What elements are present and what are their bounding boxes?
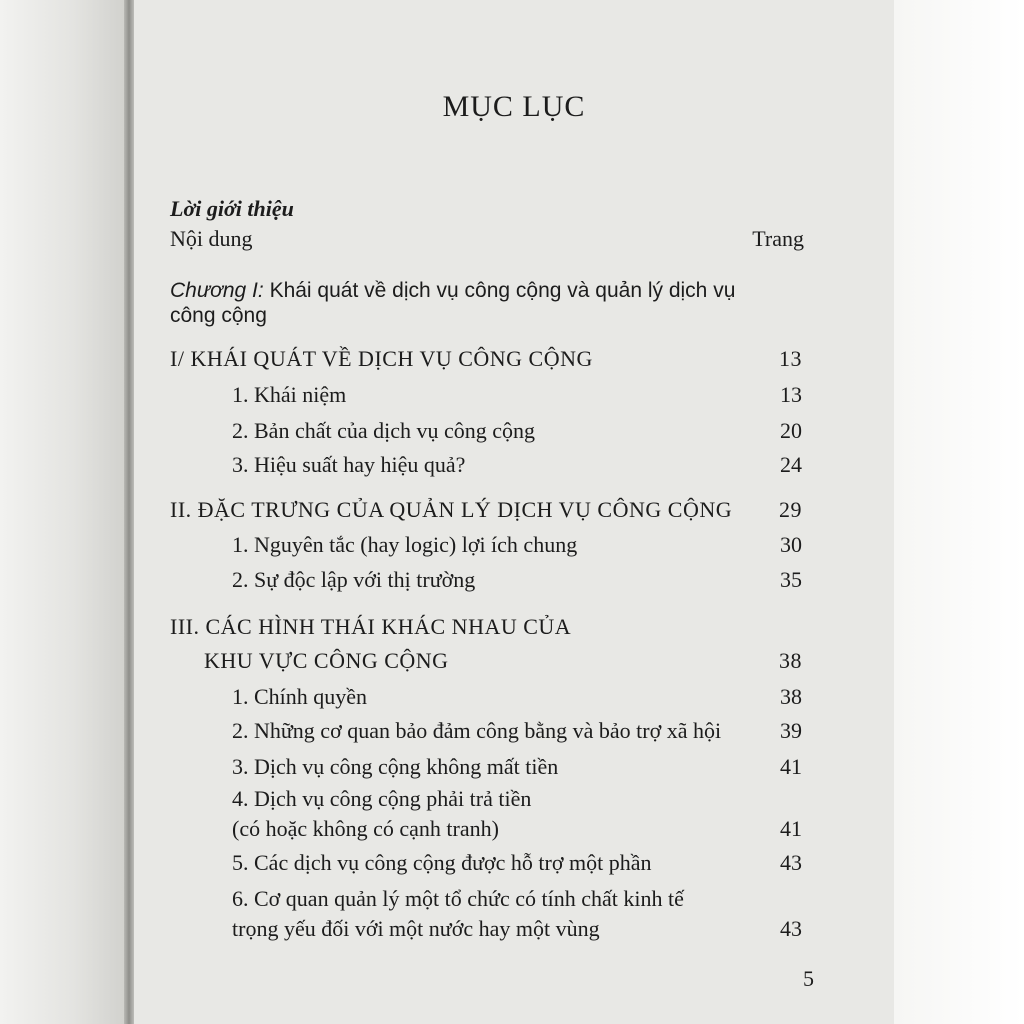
page-number: 29: [779, 497, 802, 522]
page-folio: 5: [803, 966, 814, 991]
book-gutter: [124, 0, 134, 1024]
background-right: [894, 0, 1024, 1024]
contents-label: Nội dung: [170, 226, 253, 251]
page-title: MỤC LỤC: [442, 90, 586, 123]
toc-page: MỤC LỤC Lời giới thiệu Nội dung Trang Chương I: Khái quát về dịch vụ công cộng và quản lý dịch vụ công cộng I/ KHÁI QUÁT VỀ DỊCH VỤ CÔNG CỘNG 13 1. Khái niệm 13 2. Bản chất của dịch vụ công cộng 20 3. Hiệu suất hay hiệu quả? 24 II. ĐẶC TRƯNG CỦA QUẢN LÝ DỊCH VỤ CÔNG CỘNG 29 1. Nguyên tắc (hay logic) lợi ích chung 30 2. Sự độc lập với thị trường 35 III. CÁC HÌNH THÁI KHÁC NHAU CỦA KHU VỰC CÔNG CỘNG 38 1. Chính quyền 38 2. Những cơ quan bảo đảm công bằng và bảo trợ xã hội 39 3. Dịch vụ công cộng không mất tiền 41 4. Dịch vụ công cộng phải trả tiền (có hoặc không có cạnh tranh) 41 5. Các dịch vụ công cộng được hỗ trợ một phần 43 6. Cơ quan quản lý một tổ chức có tính chất kinh tế trọng yếu đối với một nước hay một vùng 43 5: [134, 0, 894, 1024]
facing-page-edge: [0, 0, 132, 1024]
chapter-title: Khái quát về dịch vụ công cộng và quản lý dịch vụ: [269, 279, 736, 302]
page-number: 38: [779, 648, 802, 673]
page-label: Trang: [752, 226, 804, 251]
chapter-prefix: Chương I:: [170, 279, 264, 302]
page-number: 13: [779, 346, 802, 371]
